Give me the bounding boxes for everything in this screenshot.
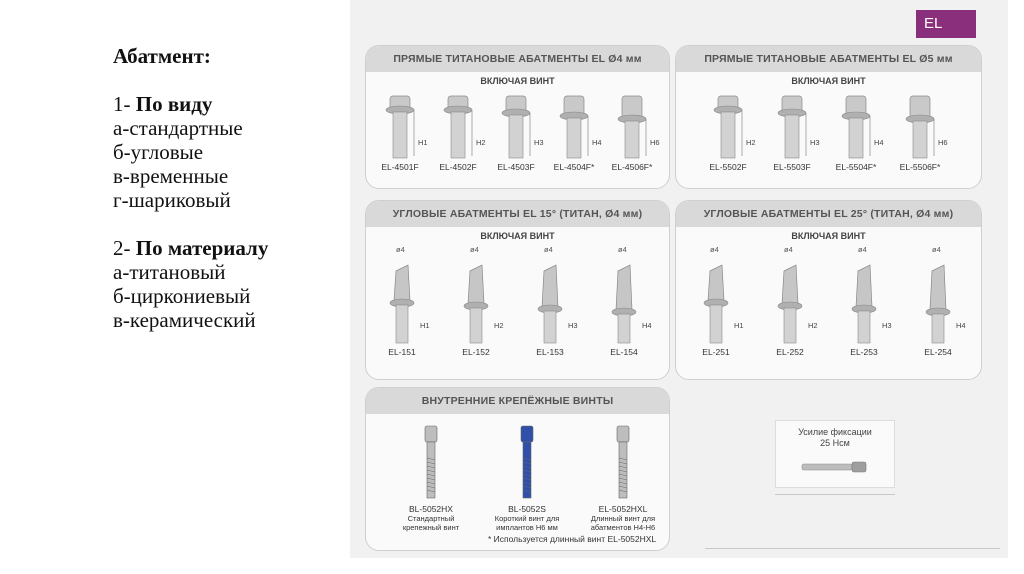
abutment-item xyxy=(604,92,660,172)
abutment-image xyxy=(604,92,660,162)
type-item: а-стандартные xyxy=(113,116,243,140)
screw-desc: Длинный винт для xyxy=(590,514,656,523)
abutment-item xyxy=(688,257,744,357)
height-label: H6 xyxy=(938,138,948,147)
panel-title: ПРЯМЫЕ ТИТАНОВЫЕ АБАТМЕНТЫ EL Ø5 мм xyxy=(676,46,981,72)
height-label: H3 xyxy=(810,138,820,147)
abutment-image xyxy=(762,257,818,347)
abutment-code: EL-5504F* xyxy=(835,162,877,172)
torque-driver-icon xyxy=(800,455,870,479)
panel-subtitle: ВКЛЮЧАЯ ВИНТ xyxy=(480,76,555,86)
abutment-code: EL-4502F xyxy=(439,162,477,172)
force-value: 25 Нсм xyxy=(820,438,850,448)
material-item: б-циркониевый xyxy=(113,284,251,308)
diameter-label: ø4 xyxy=(784,245,793,254)
abutment-code: EL-252 xyxy=(776,347,804,357)
screw-image xyxy=(482,424,572,504)
screw-note: * Используется длинный винт EL-5052HXL xyxy=(488,534,657,544)
panel-title: ПРЯМЫЕ ТИТАНОВЫЕ АБАТМЕНТЫ EL Ø4 мм xyxy=(366,46,669,72)
height-label: H6 xyxy=(650,138,660,147)
height-label: H1 xyxy=(734,321,744,330)
abutment-image xyxy=(430,92,486,162)
abutment-image xyxy=(764,92,820,162)
abutment-item xyxy=(488,92,544,172)
screw-desc: абатментов H4-H6 xyxy=(590,523,656,532)
height-label: H3 xyxy=(568,321,578,330)
abutment-code: EL-152 xyxy=(462,347,490,357)
abutment-code: EL-154 xyxy=(610,347,638,357)
screw-item xyxy=(482,424,572,532)
screw-code: EL-5052HXL xyxy=(598,504,648,514)
abutment-image xyxy=(700,92,756,162)
screw-code: BL-5052S xyxy=(508,504,546,514)
section2-number: 2- xyxy=(113,236,131,260)
diameter-label: ø4 xyxy=(396,245,405,254)
abutment-code: EL-153 xyxy=(536,347,564,357)
screw-desc: Короткий винт для xyxy=(494,514,560,523)
height-label: H4 xyxy=(592,138,602,147)
abutment-item xyxy=(522,257,578,357)
abutment-image xyxy=(448,257,504,347)
screw-item xyxy=(578,424,668,532)
panel-title: УГЛОВЫЕ АБАТМЕНТЫ EL 15° (ТИТАН, Ø4 мм) xyxy=(366,201,669,227)
panel-angled-25 xyxy=(675,200,982,380)
height-label: H1 xyxy=(420,321,430,330)
height-label: H3 xyxy=(534,138,544,147)
section1-number: 1- xyxy=(113,92,131,116)
abutment-code: EL-5502F xyxy=(709,162,747,172)
panel-title: ВНУТРЕННИЕ КРЕПЁЖНЫЕ ВИНТЫ xyxy=(366,388,669,414)
abutment-image xyxy=(828,92,884,162)
screw-image xyxy=(386,424,476,504)
type-item: г-шариковый xyxy=(113,188,231,212)
abutment-image xyxy=(372,92,428,162)
abutment-item xyxy=(764,92,820,172)
abutment-code: EL-4506F* xyxy=(611,162,653,172)
diameter-label: ø4 xyxy=(618,245,627,254)
abutment-code: EL-5506F* xyxy=(899,162,941,172)
type-item: б-угловые xyxy=(113,140,204,164)
height-label: H4 xyxy=(874,138,884,147)
screw-desc: имплантов H6 мм xyxy=(496,523,558,532)
section1-heading xyxy=(113,92,343,116)
abutment-code: EL-253 xyxy=(850,347,878,357)
abutment-catalog xyxy=(350,0,1008,558)
abutment-code: EL-4501F xyxy=(381,162,419,172)
divider xyxy=(705,548,1000,549)
abutment-image xyxy=(488,92,544,162)
diameter-label: ø4 xyxy=(932,245,941,254)
divider xyxy=(775,494,895,495)
abutment-item xyxy=(700,92,756,172)
height-label: H2 xyxy=(808,321,818,330)
screw-image xyxy=(578,424,668,504)
left-text-block xyxy=(113,44,343,332)
abutment-image xyxy=(836,257,892,347)
screw-desc: Стандартный xyxy=(407,514,455,523)
section1-head: По виду xyxy=(135,92,213,116)
panel-title: УГЛОВЫЕ АБАТМЕНТЫ EL 25° (ТИТАН, Ø4 мм) xyxy=(676,201,981,227)
abutment-code: EL-4503F xyxy=(497,162,535,172)
abutment-code: EL-5503F xyxy=(773,162,811,172)
abutment-code: EL-4504F* xyxy=(553,162,595,172)
abutment-item xyxy=(546,92,602,172)
abutment-item xyxy=(596,257,652,357)
material-item: в-керамический xyxy=(113,308,256,332)
panel-straight-5mm xyxy=(675,45,982,189)
height-label: H2 xyxy=(746,138,756,147)
section2-head: По материалу xyxy=(135,236,269,260)
abutment-image xyxy=(688,257,744,347)
screw-item xyxy=(386,424,476,532)
screw-desc: крепежный винт xyxy=(402,523,460,532)
abutment-code: EL-254 xyxy=(924,347,952,357)
panel-subtitle: ВКЛЮЧАЯ ВИНТ xyxy=(480,231,555,241)
force-label: Усилие фиксации xyxy=(798,427,872,437)
abutment-image xyxy=(546,92,602,162)
fixation-force-box xyxy=(775,420,895,488)
abutment-image xyxy=(596,257,652,347)
abutment-item xyxy=(828,92,884,172)
height-label: H4 xyxy=(956,321,966,330)
panel-subtitle: ВКЛЮЧАЯ ВИНТ xyxy=(791,231,866,241)
height-label: H2 xyxy=(494,321,504,330)
abutment-item xyxy=(372,92,428,172)
panel-subtitle: ВКЛЮЧАЯ ВИНТ xyxy=(791,76,866,86)
material-item: а-титановый xyxy=(113,260,226,284)
screw-code: BL-5052HX xyxy=(409,504,453,514)
abutment-item xyxy=(374,257,430,357)
abutment-item xyxy=(892,92,948,172)
abutment-item xyxy=(910,257,966,357)
abutment-image xyxy=(892,92,948,162)
abutment-image xyxy=(522,257,578,347)
diameter-label: ø4 xyxy=(858,245,867,254)
abutment-item xyxy=(836,257,892,357)
abutment-title: Абатмент: xyxy=(113,44,211,68)
diameter-label: ø4 xyxy=(470,245,479,254)
height-label: H4 xyxy=(642,321,652,330)
height-label: H1 xyxy=(418,138,428,147)
panel-straight-4mm xyxy=(365,45,670,189)
panel-angled-15 xyxy=(365,200,670,380)
abutment-image xyxy=(374,257,430,347)
abutment-code: EL-151 xyxy=(388,347,416,357)
diameter-label: ø4 xyxy=(710,245,719,254)
diameter-label: ø4 xyxy=(544,245,553,254)
abutment-item xyxy=(448,257,504,357)
height-label: H3 xyxy=(882,321,892,330)
height-label: H2 xyxy=(476,138,486,147)
abutment-item xyxy=(762,257,818,357)
section2-heading xyxy=(113,236,343,260)
type-item: в-временные xyxy=(113,164,229,188)
panel-screws xyxy=(365,387,670,551)
abutment-code: EL-251 xyxy=(702,347,730,357)
el-badge: EL xyxy=(916,10,976,38)
abutment-image xyxy=(910,257,966,347)
abutment-item xyxy=(430,92,486,172)
